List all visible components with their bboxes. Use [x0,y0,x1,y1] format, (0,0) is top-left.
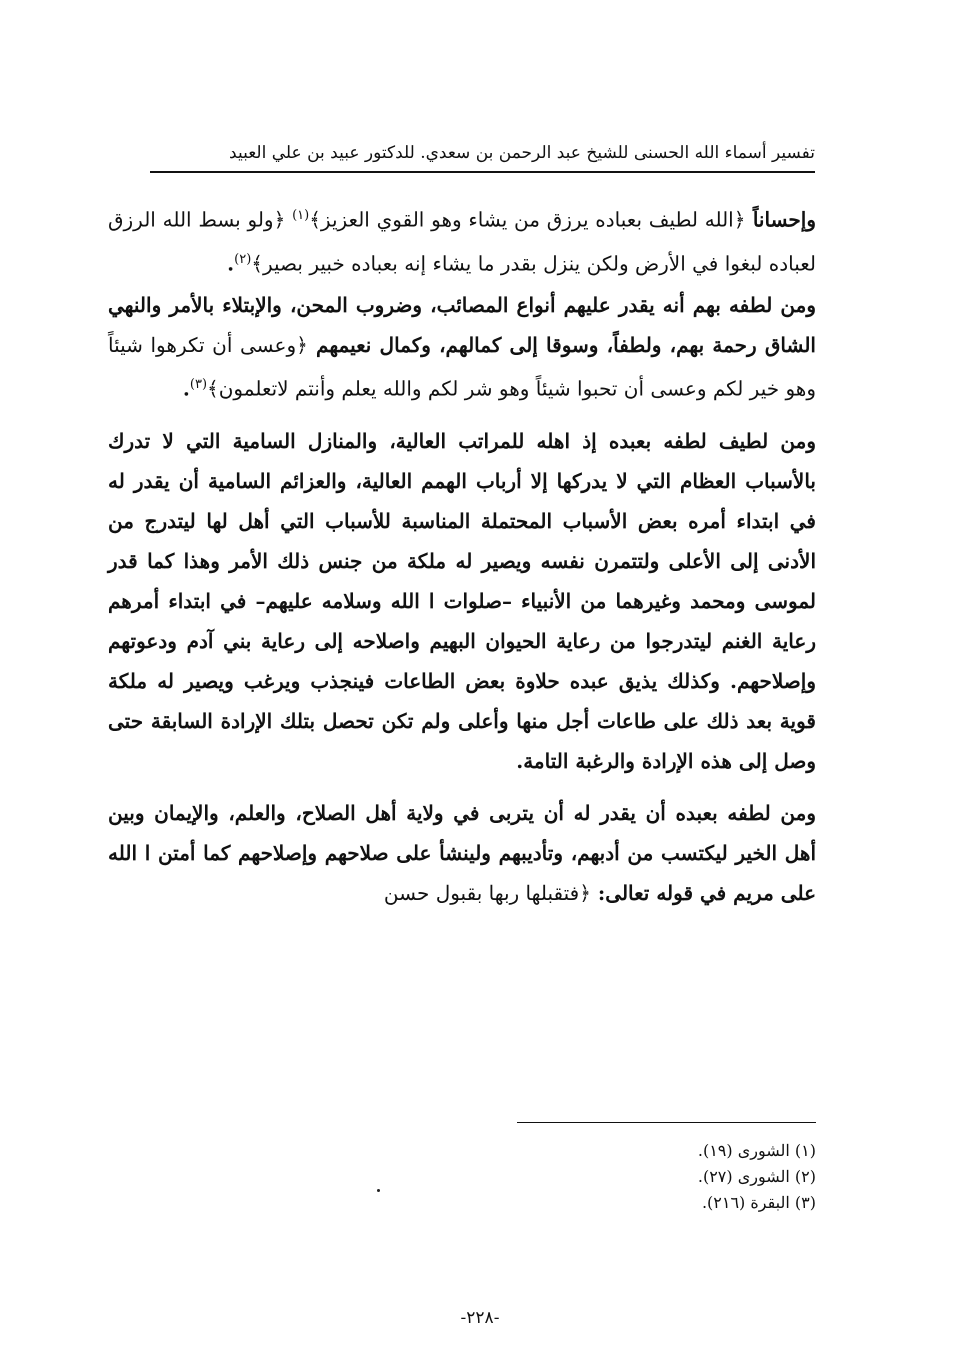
paragraph-text: ومن لطفه بهم أنه يقدر عليهم أنواع المصائب، وضروب المحن، والإبتلاء بالأمر والنهي الشاق رحمة بهم، ولطفاً، وسوقا إلى كمالهم، وكمال نعيمهم [108,293,816,358]
footnote-item: (٢) الشورى (٢٧). [697,1167,816,1186]
footnote-ref: (٢) [234,251,252,267]
footnote-item: (١) الشورى (١٩). [697,1141,816,1160]
footnotes [520,1138,816,1216]
page-number: -٢٢٨- [460,1308,500,1328]
footnote-ref: (١) [292,208,310,223]
footnote-divider [517,1122,816,1123]
footnote-ref: (٣) [189,377,208,393]
quran-quote: ﴿الله لطيف بعباده يرزق من يشاء وهو القوي العزيز﴾ [309,207,746,232]
paragraph-1 [108,196,816,283]
paragraph-text: وإحساناً [745,207,816,232]
footnote-item: (٣) البقرة (٢١٦). [701,1193,816,1212]
paragraph-text: ومن لطفه بعبده أن يقدر له أن يتربى في ولاية أهل الصلاح، والعلم، والإيمان وبين أهل الخير ليكتسب من أدبهم، وتأديبهم ولينشأ على صلاحهم وإصلاحهم كما أمتن ا الله على مريم في قوله تعالى: [108,800,816,905]
quran-quote: ﴿ولو بسط الله الرزق لعباده لبغوا في الأرض ولكن ينزل بقدر ما يشاء إنه بعباده خبير بصير﴾ [108,207,816,276]
paragraph-2 [108,285,816,409]
paragraph-text: . [182,376,190,401]
quran-quote: ﴿وعسى أن تكرهوا شيئاً وهو خير لكم وعسى أن تحبوا شيئاً وهو شر لكم والله يعلم وأنتم لاتعلمون﴾ [108,333,816,401]
running-header: تفسير أسماء الله الحسنى للشيخ عبد الرحمن بن سعدي. للدكتور عبيد بن علي العبيد [229,143,815,163]
paragraph-3: ومن لطيف لطفه بعبده إذ اهله للمراتب العالية، والمنازل السامية التي لا تدرك بالأسباب العظام التي لا يدركها إلا أرباب الهمم العالية، والعزائم السامية أن يقدر له في ابتداء أمره بعض الأسباب المحتملة المناسبة للأسباب التي أهل لها ليتدرج من الأدنى إلى الأعلى ولتتمرن نفسه ويصير له ملكة من جنس ذلك الأمر وهذا كما قدر لموسى ومحمد وغيرهما من الأنبياء –صلوات ا الله وسلامه عليهم– في ابتداء أمرهم رعاية الغنم ليتدرجوا من رعاية الحيوان البهيم واصلاحه إلى رعاية بني آدم ودعوتهم وإصلاحهم. وكذلك يذيق عبده حلاوة بعض الطاعات فينجذب ويرغب ويصير له ملكة قوية بعد ذلك على طاعات أجل منها وأعلى ولم تكن تحصل بتلك الإرادة السابقة حتى وصل إلى هذه الإرادة والرغبة التامة. [108,428,816,773]
quran-quote: ﴿فتقبلها ربها بقبول حسن [383,880,591,905]
paragraph-text: . [227,251,235,276]
paragraph-4 [108,793,816,913]
stray-mark [377,1189,380,1192]
header-divider [150,171,815,173]
main-text [108,196,816,913]
